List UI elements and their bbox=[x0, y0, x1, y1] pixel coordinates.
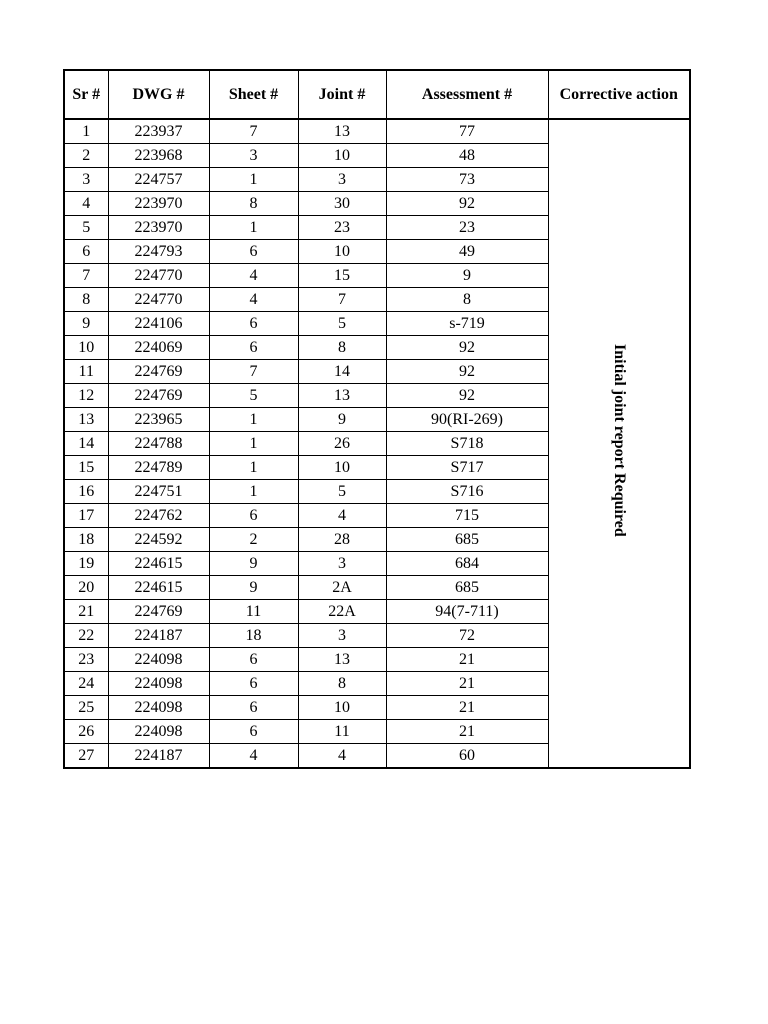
cell-joint: 3 bbox=[298, 552, 386, 576]
cell-sr: 2 bbox=[64, 144, 108, 168]
cell-joint: 8 bbox=[298, 672, 386, 696]
cell-sr: 11 bbox=[64, 360, 108, 384]
cell-sr: 17 bbox=[64, 504, 108, 528]
cell-sr: 13 bbox=[64, 408, 108, 432]
cell-joint: 13 bbox=[298, 648, 386, 672]
cell-joint: 10 bbox=[298, 144, 386, 168]
cell-joint: 13 bbox=[298, 384, 386, 408]
cell-sheet: 6 bbox=[209, 336, 298, 360]
cell-sr: 27 bbox=[64, 744, 108, 769]
corrective-action-cell bbox=[548, 119, 690, 768]
cell-sheet: 6 bbox=[209, 312, 298, 336]
cell-assessment: S717 bbox=[386, 456, 548, 480]
cell-dwg: 223937 bbox=[108, 119, 209, 144]
cell-joint: 15 bbox=[298, 264, 386, 288]
cell-joint: 8 bbox=[298, 336, 386, 360]
cell-assessment: 94(7-711) bbox=[386, 600, 548, 624]
cell-sr: 19 bbox=[64, 552, 108, 576]
cell-joint: 13 bbox=[298, 119, 386, 144]
cell-sheet: 7 bbox=[209, 119, 298, 144]
cell-joint: 10 bbox=[298, 240, 386, 264]
cell-joint: 5 bbox=[298, 480, 386, 504]
cell-sheet: 6 bbox=[209, 504, 298, 528]
cell-sr: 15 bbox=[64, 456, 108, 480]
cell-dwg: 224762 bbox=[108, 504, 209, 528]
cell-assessment: 715 bbox=[386, 504, 548, 528]
header-sheet: Sheet # bbox=[209, 70, 298, 119]
cell-sheet: 6 bbox=[209, 720, 298, 744]
cell-sr: 20 bbox=[64, 576, 108, 600]
table-header bbox=[64, 70, 690, 119]
cell-assessment: 21 bbox=[386, 672, 548, 696]
cell-sr: 21 bbox=[64, 600, 108, 624]
joint-assessment-table bbox=[63, 69, 691, 769]
cell-dwg: 224769 bbox=[108, 360, 209, 384]
cell-assessment: 92 bbox=[386, 336, 548, 360]
cell-sheet: 6 bbox=[209, 240, 298, 264]
cell-sr: 4 bbox=[64, 192, 108, 216]
cell-dwg: 224098 bbox=[108, 672, 209, 696]
cell-assessment: s-719 bbox=[386, 312, 548, 336]
cell-sr: 5 bbox=[64, 216, 108, 240]
cell-dwg: 224793 bbox=[108, 240, 209, 264]
cell-dwg: 223965 bbox=[108, 408, 209, 432]
cell-sheet: 1 bbox=[209, 408, 298, 432]
cell-dwg: 224615 bbox=[108, 552, 209, 576]
cell-dwg: 224098 bbox=[108, 696, 209, 720]
cell-sr: 16 bbox=[64, 480, 108, 504]
cell-assessment: 92 bbox=[386, 360, 548, 384]
cell-dwg: 224788 bbox=[108, 432, 209, 456]
cell-sheet: 7 bbox=[209, 360, 298, 384]
cell-sr: 12 bbox=[64, 384, 108, 408]
cell-sheet: 1 bbox=[209, 216, 298, 240]
cell-assessment: 23 bbox=[386, 216, 548, 240]
cell-dwg: 224069 bbox=[108, 336, 209, 360]
cell-sr: 24 bbox=[64, 672, 108, 696]
cell-sheet: 1 bbox=[209, 480, 298, 504]
table-row bbox=[64, 119, 690, 144]
cell-sheet: 1 bbox=[209, 168, 298, 192]
cell-assessment: 77 bbox=[386, 119, 548, 144]
cell-sheet: 6 bbox=[209, 696, 298, 720]
cell-sr: 9 bbox=[64, 312, 108, 336]
cell-dwg: 224757 bbox=[108, 168, 209, 192]
cell-joint: 5 bbox=[298, 312, 386, 336]
cell-sr: 10 bbox=[64, 336, 108, 360]
cell-joint: 9 bbox=[298, 408, 386, 432]
cell-assessment: 684 bbox=[386, 552, 548, 576]
cell-dwg: 224769 bbox=[108, 600, 209, 624]
cell-sr: 1 bbox=[64, 119, 108, 144]
cell-dwg: 224098 bbox=[108, 720, 209, 744]
cell-assessment: S718 bbox=[386, 432, 548, 456]
cell-dwg: 224098 bbox=[108, 648, 209, 672]
cell-sheet: 5 bbox=[209, 384, 298, 408]
cell-dwg: 224615 bbox=[108, 576, 209, 600]
header-corrective-action: Corrective action bbox=[548, 70, 690, 119]
cell-sr: 6 bbox=[64, 240, 108, 264]
cell-assessment: 8 bbox=[386, 288, 548, 312]
cell-dwg: 224769 bbox=[108, 384, 209, 408]
cell-joint: 4 bbox=[298, 744, 386, 769]
cell-assessment: 21 bbox=[386, 648, 548, 672]
cell-dwg: 224106 bbox=[108, 312, 209, 336]
cell-sheet: 9 bbox=[209, 576, 298, 600]
cell-dwg: 223970 bbox=[108, 216, 209, 240]
cell-sheet: 4 bbox=[209, 288, 298, 312]
cell-joint: 28 bbox=[298, 528, 386, 552]
cell-joint: 3 bbox=[298, 168, 386, 192]
cell-sheet: 11 bbox=[209, 600, 298, 624]
cell-sr: 7 bbox=[64, 264, 108, 288]
cell-assessment: 685 bbox=[386, 528, 548, 552]
cell-sr: 18 bbox=[64, 528, 108, 552]
cell-assessment: 73 bbox=[386, 168, 548, 192]
header-row bbox=[64, 70, 690, 119]
cell-assessment: 21 bbox=[386, 696, 548, 720]
cell-sheet: 18 bbox=[209, 624, 298, 648]
cell-sheet: 6 bbox=[209, 648, 298, 672]
cell-sheet: 1 bbox=[209, 456, 298, 480]
cell-sheet: 3 bbox=[209, 144, 298, 168]
cell-sr: 26 bbox=[64, 720, 108, 744]
header-dwg: DWG # bbox=[108, 70, 209, 119]
cell-joint: 2A bbox=[298, 576, 386, 600]
cell-assessment: 48 bbox=[386, 144, 548, 168]
cell-dwg: 224789 bbox=[108, 456, 209, 480]
cell-joint: 4 bbox=[298, 504, 386, 528]
cell-dwg: 224770 bbox=[108, 264, 209, 288]
cell-sheet: 4 bbox=[209, 264, 298, 288]
cell-sheet: 8 bbox=[209, 192, 298, 216]
cell-dwg: 224187 bbox=[108, 624, 209, 648]
cell-joint: 14 bbox=[298, 360, 386, 384]
cell-assessment: 49 bbox=[386, 240, 548, 264]
cell-assessment: 60 bbox=[386, 744, 548, 769]
cell-assessment: S716 bbox=[386, 480, 548, 504]
cell-sheet: 4 bbox=[209, 744, 298, 769]
cell-dwg: 223970 bbox=[108, 192, 209, 216]
cell-joint: 10 bbox=[298, 696, 386, 720]
header-sr: Sr # bbox=[64, 70, 108, 119]
header-assessment: Assessment # bbox=[386, 70, 548, 119]
cell-joint: 23 bbox=[298, 216, 386, 240]
cell-joint: 26 bbox=[298, 432, 386, 456]
cell-joint: 3 bbox=[298, 624, 386, 648]
cell-joint: 22A bbox=[298, 600, 386, 624]
cell-assessment: 92 bbox=[386, 384, 548, 408]
cell-sr: 14 bbox=[64, 432, 108, 456]
cell-sheet: 1 bbox=[209, 432, 298, 456]
cell-dwg: 223968 bbox=[108, 144, 209, 168]
cell-dwg: 224751 bbox=[108, 480, 209, 504]
cell-assessment: 21 bbox=[386, 720, 548, 744]
cell-assessment: 685 bbox=[386, 576, 548, 600]
cell-assessment: 9 bbox=[386, 264, 548, 288]
cell-sheet: 2 bbox=[209, 528, 298, 552]
cell-joint: 30 bbox=[298, 192, 386, 216]
cell-sr: 25 bbox=[64, 696, 108, 720]
cell-sr: 22 bbox=[64, 624, 108, 648]
cell-sheet: 9 bbox=[209, 552, 298, 576]
cell-sr: 3 bbox=[64, 168, 108, 192]
cell-assessment: 72 bbox=[386, 624, 548, 648]
cell-dwg: 224770 bbox=[108, 288, 209, 312]
cell-assessment: 90(RI-269) bbox=[386, 408, 548, 432]
cell-joint: 11 bbox=[298, 720, 386, 744]
corrective-action-text: Initial joint report Required bbox=[610, 343, 628, 537]
header-joint: Joint # bbox=[298, 70, 386, 119]
cell-sr: 23 bbox=[64, 648, 108, 672]
cell-assessment: 92 bbox=[386, 192, 548, 216]
cell-sheet: 6 bbox=[209, 672, 298, 696]
cell-dwg: 224187 bbox=[108, 744, 209, 769]
cell-dwg: 224592 bbox=[108, 528, 209, 552]
cell-sr: 8 bbox=[64, 288, 108, 312]
table-body bbox=[64, 119, 690, 768]
cell-joint: 10 bbox=[298, 456, 386, 480]
cell-joint: 7 bbox=[298, 288, 386, 312]
